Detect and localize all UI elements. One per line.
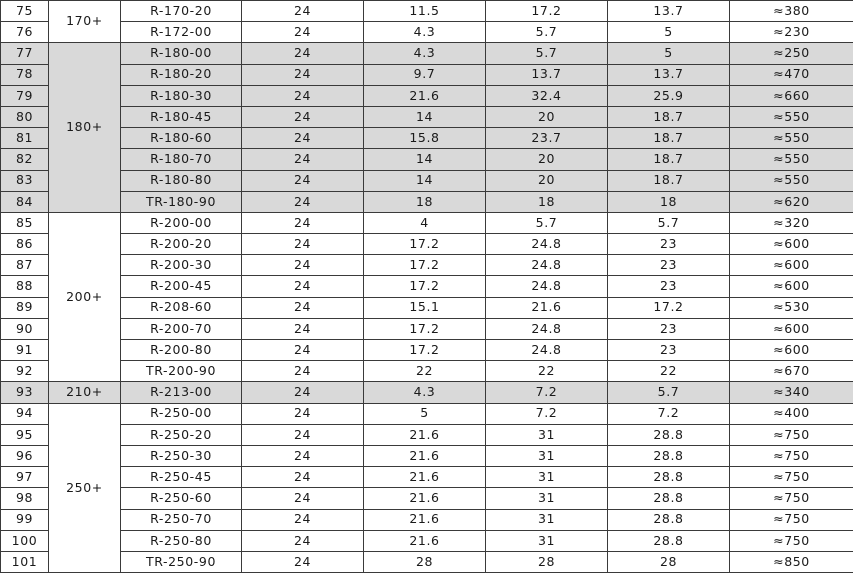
- value-col-2: 15.1: [364, 297, 486, 318]
- value-col-1: 24: [242, 297, 364, 318]
- model-cell: R-213-00: [121, 382, 242, 403]
- value-col-1: 24: [242, 255, 364, 276]
- model-cell: R-250-60: [121, 488, 242, 509]
- value-col-3: 24.8: [486, 255, 608, 276]
- value-col-2: 14: [364, 170, 486, 191]
- table-row: [1, 340, 853, 361]
- model-cell: R-250-70: [121, 509, 242, 530]
- value-col-1: 24: [242, 234, 364, 255]
- model-cell: TR-180-90: [121, 191, 242, 212]
- value-col-3: 13.7: [486, 64, 608, 85]
- table-row: [1, 488, 853, 509]
- value-col-4: 28.8: [608, 509, 730, 530]
- value-col-2: 17.2: [364, 318, 486, 339]
- row-number: 76: [1, 22, 49, 43]
- value-col-2: 21.6: [364, 85, 486, 106]
- table-row: [1, 530, 853, 551]
- value-col-2: 17.2: [364, 255, 486, 276]
- value-col-2: 9.7: [364, 64, 486, 85]
- row-number: 99: [1, 509, 49, 530]
- value-col-2: 21.6: [364, 488, 486, 509]
- row-number: 85: [1, 212, 49, 233]
- row-number: 96: [1, 445, 49, 466]
- value-col-1: 24: [242, 170, 364, 191]
- value-col-1: 24: [242, 467, 364, 488]
- weight-cell: ≈380: [730, 1, 853, 22]
- value-col-1: 24: [242, 445, 364, 466]
- row-number: 89: [1, 297, 49, 318]
- row-number: 95: [1, 424, 49, 445]
- value-col-1: 24: [242, 403, 364, 424]
- value-col-2: 14: [364, 106, 486, 127]
- row-number: 94: [1, 403, 49, 424]
- value-col-4: 18.7: [608, 170, 730, 191]
- table-row: [1, 424, 853, 445]
- value-col-4: 13.7: [608, 64, 730, 85]
- value-col-3: 31: [486, 488, 608, 509]
- value-col-4: 28: [608, 551, 730, 572]
- value-col-4: 23: [608, 255, 730, 276]
- model-cell: R-200-70: [121, 318, 242, 339]
- value-col-3: 5.7: [486, 43, 608, 64]
- value-col-1: 24: [242, 318, 364, 339]
- table-row: [1, 255, 853, 276]
- value-col-2: 15.8: [364, 128, 486, 149]
- value-col-3: 32.4: [486, 85, 608, 106]
- weight-cell: ≈670: [730, 361, 853, 382]
- value-col-1: 24: [242, 85, 364, 106]
- row-number: 81: [1, 128, 49, 149]
- weight-cell: ≈600: [730, 318, 853, 339]
- group-label: 200+: [49, 212, 121, 382]
- row-number: 83: [1, 170, 49, 191]
- value-col-2: 14: [364, 149, 486, 170]
- weight-cell: ≈340: [730, 382, 853, 403]
- weight-cell: ≈550: [730, 106, 853, 127]
- value-col-4: 23: [608, 340, 730, 361]
- value-col-3: 20: [486, 149, 608, 170]
- weight-cell: ≈250: [730, 43, 853, 64]
- value-col-4: 28.8: [608, 467, 730, 488]
- model-cell: R-180-70: [121, 149, 242, 170]
- value-col-3: 17.2: [486, 1, 608, 22]
- row-number: 97: [1, 467, 49, 488]
- value-col-2: 22: [364, 361, 486, 382]
- table-row: [1, 1, 853, 22]
- value-col-4: 5: [608, 43, 730, 64]
- table-row: [1, 22, 853, 43]
- weight-cell: ≈850: [730, 551, 853, 572]
- value-col-3: 18: [486, 191, 608, 212]
- table-row: [1, 234, 853, 255]
- value-col-4: 18.7: [608, 106, 730, 127]
- table-row: [1, 551, 853, 572]
- value-col-3: 31: [486, 424, 608, 445]
- row-number: 79: [1, 85, 49, 106]
- model-cell: R-200-30: [121, 255, 242, 276]
- weight-cell: ≈750: [730, 424, 853, 445]
- model-cell: R-170-20: [121, 1, 242, 22]
- table-body: [1, 1, 853, 573]
- value-col-4: 18.7: [608, 149, 730, 170]
- model-cell: R-250-45: [121, 467, 242, 488]
- weight-cell: ≈750: [730, 467, 853, 488]
- value-col-2: 17.2: [364, 276, 486, 297]
- weight-cell: ≈230: [730, 22, 853, 43]
- value-col-3: 28: [486, 551, 608, 572]
- table-row: [1, 170, 853, 191]
- value-col-1: 24: [242, 22, 364, 43]
- model-cell: TR-250-90: [121, 551, 242, 572]
- weight-cell: ≈550: [730, 170, 853, 191]
- value-col-3: 24.8: [486, 234, 608, 255]
- model-cell: R-200-00: [121, 212, 242, 233]
- table-row: [1, 85, 853, 106]
- model-cell: TR-200-90: [121, 361, 242, 382]
- value-col-3: 21.6: [486, 297, 608, 318]
- row-number: 98: [1, 488, 49, 509]
- table-row: [1, 276, 853, 297]
- value-col-3: 24.8: [486, 318, 608, 339]
- row-number: 88: [1, 276, 49, 297]
- row-number: 91: [1, 340, 49, 361]
- value-col-4: 7.2: [608, 403, 730, 424]
- weight-cell: ≈600: [730, 340, 853, 361]
- value-col-1: 24: [242, 64, 364, 85]
- value-col-2: 5: [364, 403, 486, 424]
- value-col-2: 11.5: [364, 1, 486, 22]
- model-cell: R-200-20: [121, 234, 242, 255]
- value-col-2: 17.2: [364, 340, 486, 361]
- model-cell: R-250-30: [121, 445, 242, 466]
- value-col-1: 24: [242, 276, 364, 297]
- table-row: [1, 509, 853, 530]
- model-cell: R-180-00: [121, 43, 242, 64]
- weight-cell: ≈750: [730, 488, 853, 509]
- weight-cell: ≈320: [730, 212, 853, 233]
- value-col-1: 24: [242, 128, 364, 149]
- model-cell: R-250-00: [121, 403, 242, 424]
- value-col-2: 18: [364, 191, 486, 212]
- table-row: [1, 361, 853, 382]
- group-label: 210+: [49, 382, 121, 403]
- row-number: 86: [1, 234, 49, 255]
- model-cell: R-180-30: [121, 85, 242, 106]
- group-label: 250+: [49, 403, 121, 573]
- value-col-3: 24.8: [486, 276, 608, 297]
- model-cell: R-180-20: [121, 64, 242, 85]
- value-col-4: 5.7: [608, 382, 730, 403]
- row-number: 77: [1, 43, 49, 64]
- weight-cell: ≈750: [730, 509, 853, 530]
- value-col-1: 24: [242, 509, 364, 530]
- row-number: 101: [1, 551, 49, 572]
- value-col-2: 21.6: [364, 530, 486, 551]
- table-row: [1, 445, 853, 466]
- value-col-4: 23: [608, 276, 730, 297]
- value-col-3: 31: [486, 530, 608, 551]
- value-col-3: 5.7: [486, 212, 608, 233]
- table-row: [1, 43, 853, 64]
- weight-cell: ≈750: [730, 445, 853, 466]
- model-cell: R-172-00: [121, 22, 242, 43]
- table-row: [1, 297, 853, 318]
- value-col-3: 24.8: [486, 340, 608, 361]
- value-col-2: 4: [364, 212, 486, 233]
- table-row: [1, 382, 853, 403]
- model-cell: R-180-80: [121, 170, 242, 191]
- row-number: 80: [1, 106, 49, 127]
- value-col-4: 28.8: [608, 445, 730, 466]
- value-col-2: 21.6: [364, 445, 486, 466]
- value-col-3: 22: [486, 361, 608, 382]
- value-col-4: 5.7: [608, 212, 730, 233]
- table-row: [1, 191, 853, 212]
- model-cell: R-250-80: [121, 530, 242, 551]
- value-col-3: 7.2: [486, 403, 608, 424]
- weight-cell: ≈550: [730, 149, 853, 170]
- row-number: 87: [1, 255, 49, 276]
- table-row: [1, 128, 853, 149]
- weight-cell: ≈620: [730, 191, 853, 212]
- value-col-2: 4.3: [364, 43, 486, 64]
- table-row: [1, 467, 853, 488]
- value-col-4: 28.8: [608, 530, 730, 551]
- weight-cell: ≈660: [730, 85, 853, 106]
- value-col-2: 21.6: [364, 424, 486, 445]
- weight-cell: ≈600: [730, 276, 853, 297]
- value-col-3: 5.7: [486, 22, 608, 43]
- value-col-4: 18.7: [608, 128, 730, 149]
- weight-cell: ≈530: [730, 297, 853, 318]
- value-col-4: 5: [608, 22, 730, 43]
- row-number: 92: [1, 361, 49, 382]
- value-col-4: 18: [608, 191, 730, 212]
- row-number: 75: [1, 1, 49, 22]
- value-col-1: 24: [242, 382, 364, 403]
- model-cell: R-200-80: [121, 340, 242, 361]
- group-label: 170+: [49, 1, 121, 43]
- value-col-4: 23: [608, 318, 730, 339]
- value-col-1: 24: [242, 1, 364, 22]
- value-col-1: 24: [242, 530, 364, 551]
- model-cell: R-250-20: [121, 424, 242, 445]
- weight-cell: ≈550: [730, 128, 853, 149]
- table-row: [1, 64, 853, 85]
- weight-cell: ≈600: [730, 234, 853, 255]
- model-cell: R-180-60: [121, 128, 242, 149]
- value-col-2: 4.3: [364, 22, 486, 43]
- value-col-3: 31: [486, 467, 608, 488]
- value-col-4: 13.7: [608, 1, 730, 22]
- row-number: 82: [1, 149, 49, 170]
- row-number: 78: [1, 64, 49, 85]
- model-cell: R-208-60: [121, 297, 242, 318]
- value-col-4: 28.8: [608, 424, 730, 445]
- table-row: [1, 318, 853, 339]
- value-col-3: 20: [486, 170, 608, 191]
- row-number: 84: [1, 191, 49, 212]
- value-col-2: 4.3: [364, 382, 486, 403]
- row-number: 90: [1, 318, 49, 339]
- weight-cell: ≈750: [730, 530, 853, 551]
- table-row: [1, 403, 853, 424]
- row-number: 100: [1, 530, 49, 551]
- value-col-3: 7.2: [486, 382, 608, 403]
- value-col-4: 25.9: [608, 85, 730, 106]
- value-col-1: 24: [242, 191, 364, 212]
- value-col-2: 21.6: [364, 467, 486, 488]
- value-col-1: 24: [242, 340, 364, 361]
- row-number: 93: [1, 382, 49, 403]
- value-col-1: 24: [242, 212, 364, 233]
- table-row: [1, 149, 853, 170]
- value-col-1: 24: [242, 106, 364, 127]
- table-row: [1, 106, 853, 127]
- value-col-3: 31: [486, 509, 608, 530]
- group-label: 180+: [49, 43, 121, 213]
- model-cell: R-180-45: [121, 106, 242, 127]
- weight-cell: ≈400: [730, 403, 853, 424]
- value-col-4: 22: [608, 361, 730, 382]
- value-col-1: 24: [242, 43, 364, 64]
- weight-cell: ≈470: [730, 64, 853, 85]
- value-col-1: 24: [242, 149, 364, 170]
- value-col-3: 23.7: [486, 128, 608, 149]
- value-col-4: 28.8: [608, 488, 730, 509]
- value-col-2: 28: [364, 551, 486, 572]
- table-row: [1, 212, 853, 233]
- value-col-2: 17.2: [364, 234, 486, 255]
- value-col-1: 24: [242, 424, 364, 445]
- value-col-3: 31: [486, 445, 608, 466]
- value-col-1: 24: [242, 551, 364, 572]
- value-col-1: 24: [242, 488, 364, 509]
- weight-cell: ≈600: [730, 255, 853, 276]
- value-col-4: 23: [608, 234, 730, 255]
- value-col-3: 20: [486, 106, 608, 127]
- value-col-4: 17.2: [608, 297, 730, 318]
- model-cell: R-200-45: [121, 276, 242, 297]
- value-col-2: 21.6: [364, 509, 486, 530]
- value-col-1: 24: [242, 361, 364, 382]
